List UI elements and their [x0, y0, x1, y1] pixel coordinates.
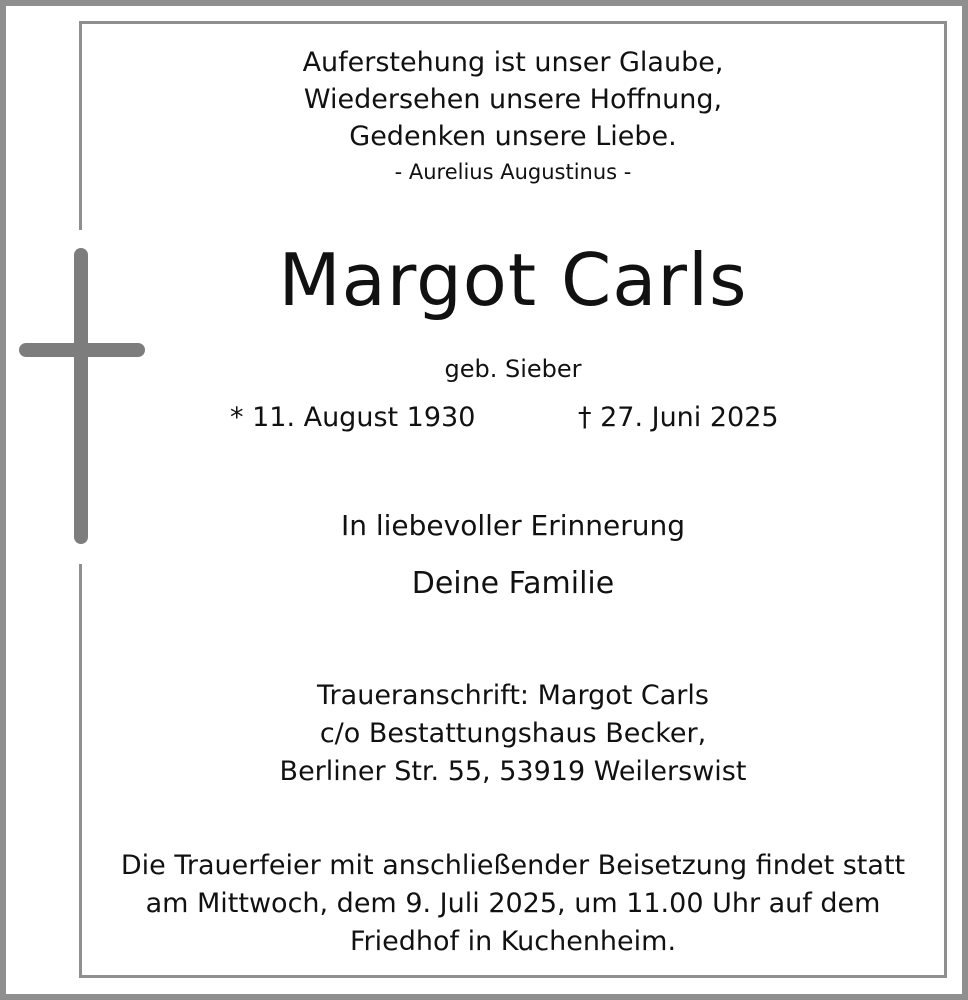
- quote-author: - Aurelius Augustinus -: [394, 160, 632, 184]
- address-line-3: Berliner Str. 55, 53919 Weilerswist: [279, 756, 747, 787]
- service-line-3: Friedhof in Kuchenheim.: [349, 926, 677, 957]
- address-line-2: c/o Bestattungshaus Becker,: [319, 718, 707, 749]
- birth-name: geb. Sieber: [444, 355, 582, 383]
- quote-line-1: Auferstehung ist unser Glaube,: [302, 47, 724, 78]
- death-date: † 27. Juni 2025: [578, 402, 779, 433]
- memory-text: In liebevoller Erinnerung: [340, 509, 686, 542]
- quote-line-3: Gedenken unsere Liebe.: [349, 121, 677, 152]
- address-line-1: Traueranschrift: Margot Carls: [317, 680, 709, 711]
- family-signature: Deine Familie: [411, 566, 615, 601]
- service-line-1: Die Trauerfeier mit anschließender Beisetzung findet statt: [120, 850, 906, 881]
- deceased-name: Margot Carls: [278, 238, 748, 322]
- dates-row: [82, 402, 944, 438]
- quote-line-2: Wiedersehen unsere Hoffnung,: [303, 84, 723, 115]
- service-line-2: am Mittwoch, dem 9. Juli 2025, um 11.00 Uhr auf dem: [145, 888, 881, 919]
- birth-date: * 11. August 1930: [230, 402, 476, 433]
